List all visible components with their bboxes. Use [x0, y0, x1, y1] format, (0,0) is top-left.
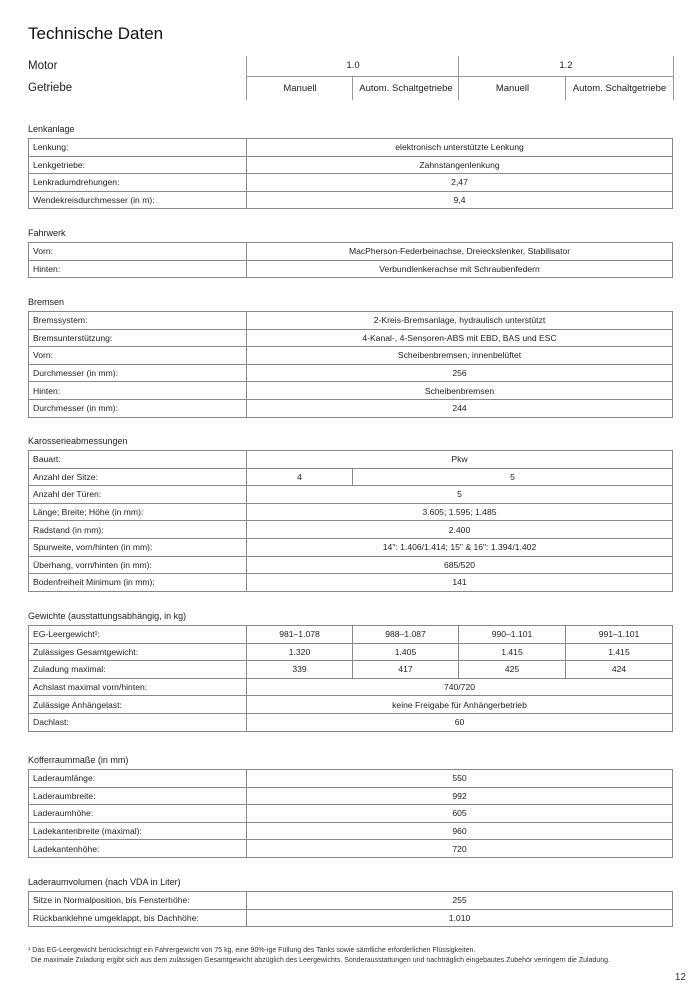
row-value: 1.010 — [247, 909, 673, 927]
table-row — [29, 678, 673, 696]
spec-table — [28, 450, 673, 592]
table-row — [29, 805, 673, 823]
row-value: Zahnstangenlenkung — [247, 156, 673, 174]
row-label: Dachlast: — [29, 713, 247, 731]
row-label: Ladekantenbreite (maximal): — [29, 822, 247, 840]
table-row — [29, 174, 673, 192]
row-label: Anzahl der Türen: — [29, 486, 247, 504]
row-value: 424 — [566, 661, 673, 679]
row-label: Laderaumbreite: — [29, 787, 247, 805]
table-row — [29, 892, 673, 910]
table-row — [29, 503, 673, 521]
table-row — [29, 329, 673, 347]
row-label: Radstand (in mm): — [29, 521, 247, 539]
row-value: elektronisch unterstützte Lenkung — [247, 139, 673, 157]
row-label: Hinten: — [29, 382, 247, 400]
page-number: 12 — [674, 972, 686, 983]
row-label: Lenkradumdrehungen: — [29, 174, 247, 192]
row-label: Laderaumlänge: — [29, 770, 247, 788]
row-value: 4-Kanal-, 4-Sensoren-ABS mit EBD, BAS und ESC — [247, 329, 673, 347]
row-value: 1.320 — [247, 643, 353, 661]
row-label: Bodenfreiheit Minimum (in mm): — [29, 574, 247, 592]
row-label: Vorn: — [29, 243, 247, 261]
section-title: Karosserieabmessungen — [28, 436, 128, 446]
getriebe-col-1: Manuell — [246, 77, 353, 100]
table-row — [29, 521, 673, 539]
table-row — [29, 770, 673, 788]
page-title: Technische Daten — [28, 24, 164, 43]
getriebe-col-3: Manuell — [458, 77, 566, 100]
row-label: Länge; Breite; Höhe (in mm): — [29, 503, 247, 521]
table-row — [29, 696, 673, 714]
spec-table — [28, 138, 673, 209]
getriebe-label: Getriebe — [28, 82, 73, 94]
row-value: 244 — [247, 399, 673, 417]
row-value: 5 — [353, 468, 673, 486]
spec-table — [28, 891, 673, 927]
section-title: Kofferraummaße (in mm) — [28, 755, 129, 765]
spec-table — [28, 769, 673, 858]
table-row — [29, 243, 673, 261]
row-label: EG-Leergewicht¹: — [29, 626, 247, 644]
motor-1-0: 1.0 — [246, 56, 459, 77]
section-bremsen — [28, 298, 672, 418]
table-row — [29, 787, 673, 805]
row-value: 605 — [247, 805, 673, 823]
table-row — [29, 347, 673, 365]
row-value: 740/720 — [247, 678, 673, 696]
section-title: Fahrwerk — [28, 228, 66, 238]
footnote-line-1: ¹ Das EG-Leergewicht berücksichtigt ein Fahrergewicht von 75 kg, eine 90%-ige Füllung des Tanks sowie sämtliche erforderlichen Flüssigkeiten. — [28, 947, 476, 954]
row-value: 960 — [247, 822, 673, 840]
row-label: Bauart: — [29, 451, 247, 469]
row-label: Zulässiges Gesamtgewicht: — [29, 643, 247, 661]
row-value: 141 — [247, 574, 673, 592]
section-title: Gewichte (ausstattungsabhängig, in kg) — [28, 611, 187, 621]
row-value: 425 — [459, 661, 566, 679]
section-fahrwerk — [28, 229, 672, 278]
row-value: 685/520 — [247, 556, 673, 574]
row-label: Überhang, vorn/hinten (in mm): — [29, 556, 247, 574]
table-row — [29, 822, 673, 840]
table-row — [29, 451, 673, 469]
table-row — [29, 626, 673, 644]
row-value: 991–1.101 — [566, 626, 673, 644]
row-value: Scheibenbremsen — [247, 382, 673, 400]
table-row — [29, 399, 673, 417]
table-row — [29, 486, 673, 504]
row-value: Scheibenbremsen, innenbelüftet — [247, 347, 673, 365]
section-title: Laderaumvolumen (nach VDA in Liter) — [28, 877, 181, 887]
footnote — [28, 946, 610, 966]
row-value: 1.405 — [353, 643, 459, 661]
table-row — [29, 139, 673, 157]
section-title: Bremsen — [28, 297, 65, 307]
row-label: Lenkgetriebe: — [29, 156, 247, 174]
row-label: Laderaumhöhe: — [29, 805, 247, 823]
table-row — [29, 538, 673, 556]
table-row — [29, 382, 673, 400]
row-value: Pkw — [247, 451, 673, 469]
row-value: 2.400 — [247, 521, 673, 539]
spec-table — [28, 242, 673, 278]
row-label: Anzahl der Sitze: — [29, 468, 247, 486]
row-value: 14": 1.406/1.414; 15" & 16": 1.394/1.402 — [247, 538, 673, 556]
section-kofferraummaße — [28, 756, 672, 858]
table-row — [29, 556, 673, 574]
row-label: Achslast maximal vorn/hinten: — [29, 678, 247, 696]
row-value: MacPherson-Federbeinachse, Dreieckslenker, Stabilisator — [247, 243, 673, 261]
table-row — [29, 909, 673, 927]
table-row — [29, 468, 673, 486]
section-karosserieabmessungen — [28, 437, 672, 592]
row-label: Hinten: — [29, 260, 247, 278]
row-label: Bremssystem: — [29, 312, 247, 330]
row-value: 1.415 — [566, 643, 673, 661]
table-row — [29, 840, 673, 858]
row-value: 550 — [247, 770, 673, 788]
row-label: Durchmesser (in mm): — [29, 399, 247, 417]
footnote-line-2: Die maximale Zuladung ergibt sich aus dem zulässigen Gesamtgewicht abzüglich des Leergewichts. Sonderausstattungen und nachträglich eingebautes Zubehör verringern die Zuladung. — [31, 957, 611, 964]
row-label: Durchmesser (in mm): — [29, 364, 247, 382]
row-value: 5 — [247, 486, 673, 504]
row-value: 988–1.087 — [353, 626, 459, 644]
row-label: Wendekreisdurchmesser (in m): — [29, 191, 247, 209]
table-row — [29, 191, 673, 209]
motor-1-2: 1.2 — [458, 56, 674, 77]
table-row — [29, 156, 673, 174]
row-value: 339 — [247, 661, 353, 679]
row-label: Sitze in Normalposition, bis Fensterhöhe: — [29, 892, 247, 910]
row-value: 2,47 — [247, 174, 673, 192]
spec-table — [28, 625, 673, 732]
row-value: 3.605; 1.595; 1.485 — [247, 503, 673, 521]
getriebe-col-2: Autom. Schaltgetriebe — [352, 77, 459, 100]
row-value: 255 — [247, 892, 673, 910]
table-row — [29, 574, 673, 592]
row-label: Spurweite, vorn/hinten (in mm): — [29, 538, 247, 556]
table-row — [29, 364, 673, 382]
row-label: Ladekantenhöhe: — [29, 840, 247, 858]
section-title: Lenkanlage — [28, 124, 75, 134]
table-row — [29, 312, 673, 330]
row-value: 4 — [247, 468, 353, 486]
row-value: 2-Kreis-Bremsanlage, hydraulisch unterstützt — [247, 312, 673, 330]
row-value: Verbundlenkerachse mit Schraubenfedern — [247, 260, 673, 278]
table-row — [29, 713, 673, 731]
row-label: Lenkung: — [29, 139, 247, 157]
row-value: 992 — [247, 787, 673, 805]
motor-label: Motor — [28, 60, 58, 72]
row-value: 720 — [247, 840, 673, 858]
table-row — [29, 643, 673, 661]
row-label: Zulässige Anhängelast: — [29, 696, 247, 714]
row-value: 256 — [247, 364, 673, 382]
row-value: 60 — [247, 713, 673, 731]
row-value: 9,4 — [247, 191, 673, 209]
getriebe-col-4: Autom. Schaltgetriebe — [565, 77, 674, 100]
row-value: 417 — [353, 661, 459, 679]
row-label: Vorn: — [29, 347, 247, 365]
row-value: 981–1.078 — [247, 626, 353, 644]
row-value: 1.415 — [459, 643, 566, 661]
table-row — [29, 260, 673, 278]
row-label: Bremsunterstützung: — [29, 329, 247, 347]
row-label: Zuladung maximal: — [29, 661, 247, 679]
section-lenkanlage — [28, 125, 672, 209]
spec-table — [28, 311, 673, 418]
row-label: Rückbanklehne umgeklappt, bis Dachhöhe: — [29, 909, 247, 927]
section-gewichte — [28, 612, 672, 732]
table-row — [29, 661, 673, 679]
section-laderaumvolumen — [28, 878, 672, 927]
row-value: 990–1.101 — [459, 626, 566, 644]
row-value: keine Freigabe für Anhängerbetrieb — [247, 696, 673, 714]
